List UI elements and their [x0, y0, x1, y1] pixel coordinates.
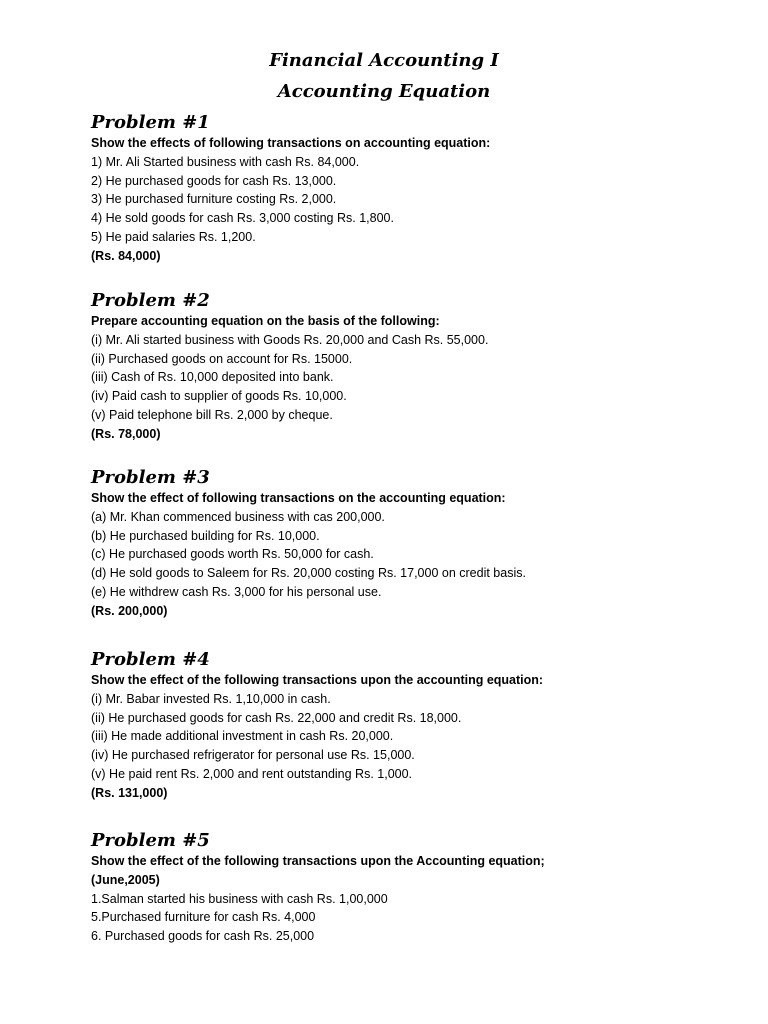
transaction-item: 1) Mr. Ali Started business with cash Rs. 84,000. [91, 154, 360, 169]
problem-heading: Problem #4 [91, 649, 210, 670]
document-subtitle: Accounting Equation [277, 81, 491, 102]
problem-instruction: Prepare accounting equation on the basis of the following: [91, 314, 440, 328]
transaction-item: (iv) He purchased refrigerator for personal use Rs. 15,000. [91, 748, 415, 763]
problem-instruction: Show the effects of following transactions on accounting equation: [91, 136, 491, 150]
problem-instruction-date: (June,2005) [91, 872, 160, 887]
title-block [0, 48, 768, 110]
problem-4 [91, 649, 751, 803]
transaction-item: 5.Purchased furniture for cash Rs. 4,000 [91, 910, 316, 925]
transaction-item: (i) Mr. Ali started business with Goods Rs. 20,000 and Cash Rs. 55,000. [91, 332, 489, 347]
problem-3 [91, 467, 751, 621]
problem-answer: (Rs. 78,000) [91, 426, 161, 441]
problem-answer: (Rs. 200,000) [91, 603, 168, 618]
problem-instruction: Show the effect of the following transactions upon the Accounting equation; [91, 854, 545, 868]
transaction-item: (e) He withdrew cash Rs. 3,000 for his personal use. [91, 584, 382, 599]
transaction-item: (d) He sold goods to Saleem for Rs. 20,000 costing Rs. 17,000 on credit basis. [91, 566, 526, 581]
problem-answer: (Rs. 84,000) [91, 248, 161, 263]
transaction-item: (ii) He purchased goods for cash Rs. 22,000 and credit Rs. 18,000. [91, 710, 462, 725]
transaction-item: 5) He paid salaries Rs. 1,200. [91, 229, 256, 244]
transaction-item: (iii) He made additional investment in cash Rs. 20,000. [91, 729, 394, 744]
problem-instruction: Show the effect of following transactions on the accounting equation: [91, 491, 506, 505]
problem-heading: Problem #3 [91, 467, 210, 488]
problem-heading: Problem #1 [91, 112, 210, 133]
transaction-item: (ii) Purchased goods on account for Rs. 15000. [91, 351, 353, 366]
transaction-item: 6. Purchased goods for cash Rs. 25,000 [91, 929, 315, 944]
problem-answer: (Rs. 131,000) [91, 785, 168, 800]
problem-2 [91, 290, 751, 444]
transaction-item: (iv) Paid cash to supplier of goods Rs. 10,000. [91, 389, 347, 404]
problem-1 [91, 112, 751, 266]
transaction-item: 1.Salman started his business with cash Rs. 1,00,000 [91, 891, 388, 906]
document-title: Financial Accounting I [269, 50, 499, 71]
problem-heading: Problem #2 [91, 290, 210, 311]
problem-5 [91, 830, 751, 946]
transaction-item: (iii) Cash of Rs. 10,000 deposited into bank. [91, 370, 334, 385]
problem-heading: Problem #5 [91, 830, 210, 851]
transaction-item: 4) He sold goods for cash Rs. 3,000 costing Rs. 1,800. [91, 211, 394, 226]
transaction-item: 3) He purchased furniture costing Rs. 2,000. [91, 192, 337, 207]
transaction-item: (b) He purchased building for Rs. 10,000. [91, 528, 320, 543]
transaction-item: (v) Paid telephone bill Rs. 2,000 by cheque. [91, 407, 333, 422]
problem-instruction: Show the effect of the following transactions upon the accounting equation: [91, 673, 544, 687]
transaction-item: (c) He purchased goods worth Rs. 50,000 for cash. [91, 547, 374, 562]
transaction-item: (i) Mr. Babar invested Rs. 1,10,000 in cash. [91, 691, 331, 706]
transaction-item: (v) He paid rent Rs. 2,000 and rent outstanding Rs. 1,000. [91, 766, 413, 781]
transaction-item: 2) He purchased goods for cash Rs. 13,000. [91, 173, 337, 188]
transaction-item: (a) Mr. Khan commenced business with cas 200,000. [91, 509, 385, 524]
